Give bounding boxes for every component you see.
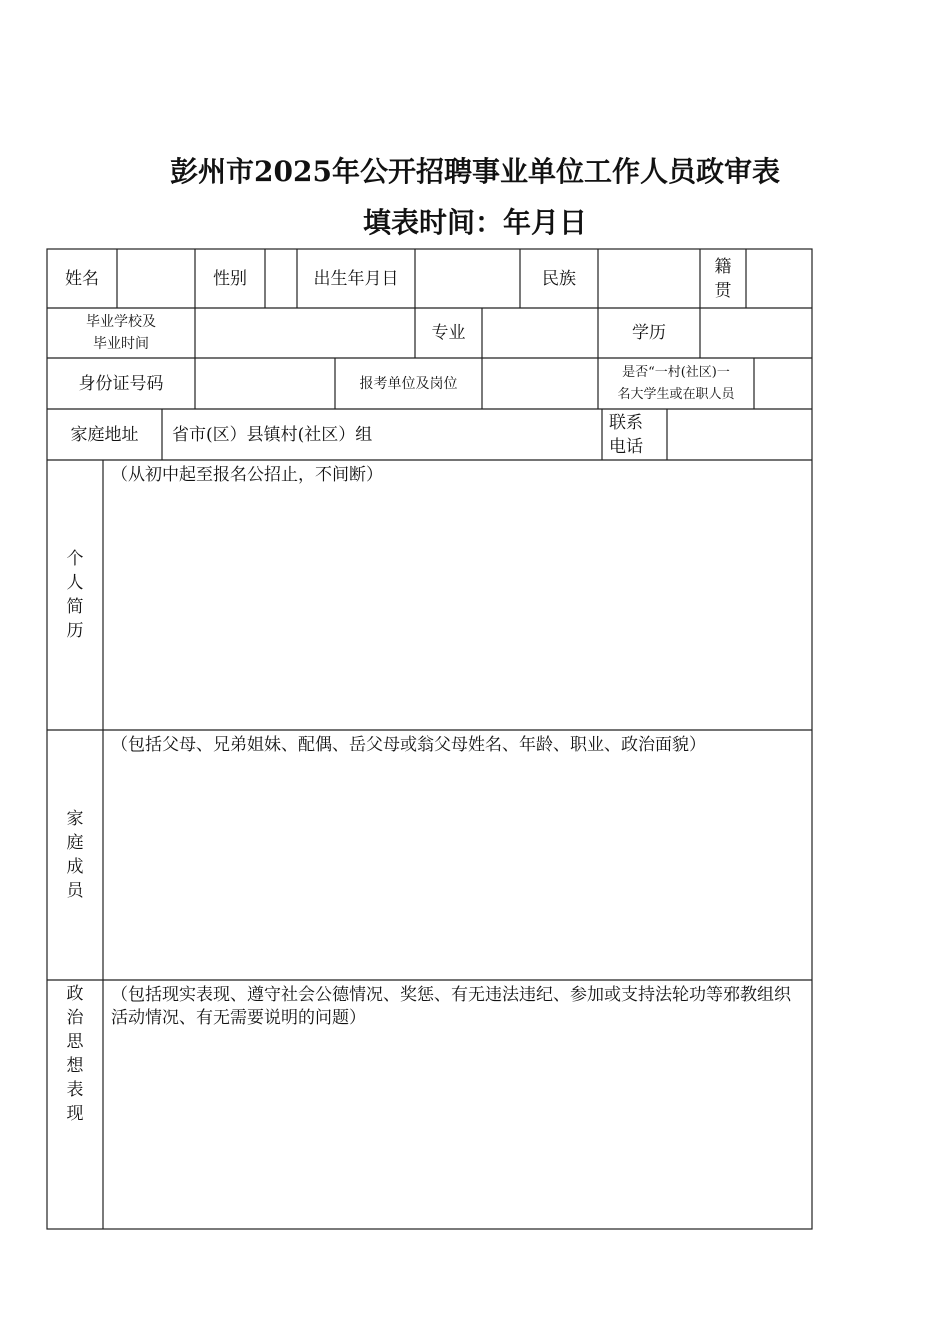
family-label-char: 员 bbox=[66, 881, 84, 901]
resume-content-area[interactable] bbox=[103, 460, 812, 730]
native-place-label bbox=[700, 249, 746, 308]
school-label-line: 毕业学校及 bbox=[86, 314, 156, 330]
political-label-char: 想 bbox=[66, 1056, 84, 1076]
phone-value-cell[interactable] bbox=[667, 409, 812, 460]
phone-label bbox=[602, 409, 667, 460]
family-hint: （包括父母、兄弟姐妹、配偶、岳父母或翁父母姓名、年龄、职业、政治面貌） bbox=[111, 735, 706, 755]
education-value-cell[interactable] bbox=[700, 308, 812, 358]
position-value-cell[interactable] bbox=[482, 358, 598, 409]
resume-hint: （从初中起至报名公招止，不间断） bbox=[111, 465, 383, 485]
family-content-area[interactable] bbox=[103, 730, 812, 980]
political-label bbox=[47, 980, 103, 1140]
name-value-cell[interactable] bbox=[117, 249, 195, 308]
gender-value-cell[interactable] bbox=[265, 249, 297, 308]
position-label: 报考单位及岗位 bbox=[359, 375, 458, 392]
native-place-label-line: 籍 bbox=[714, 256, 732, 277]
village-graduate-label-line: 是否“一村(社区)一 bbox=[622, 364, 730, 380]
school-label bbox=[47, 308, 195, 358]
gender-label: 性别 bbox=[213, 268, 247, 289]
political-label-char: 思 bbox=[66, 1032, 84, 1052]
resume-label-char: 人 bbox=[66, 573, 84, 593]
political-content-area[interactable] bbox=[103, 980, 812, 1229]
family-label-char: 庭 bbox=[66, 833, 84, 853]
resume-label-char: 简 bbox=[66, 597, 84, 617]
major-value-cell[interactable] bbox=[482, 308, 598, 358]
political-label-char: 表 bbox=[66, 1080, 84, 1100]
education-label: 学历 bbox=[632, 323, 666, 343]
political-hint: （包括现实表现、遵守社会公德情况、奖惩、有无违法违纪、参加或支持法轮功等邪教组织活动情况、有无需要说明的问题） bbox=[111, 985, 791, 1028]
school-value-cell[interactable] bbox=[195, 308, 415, 358]
family-label-char: 成 bbox=[66, 857, 84, 877]
village-graduate-value-cell[interactable] bbox=[754, 358, 812, 409]
family-label bbox=[47, 730, 103, 980]
village-graduate-label-line: 名大学生或在职人员 bbox=[617, 386, 735, 402]
family-label-char: 家 bbox=[66, 809, 84, 829]
address-value-cell[interactable]: 省市(区）县镇村(社区）组 bbox=[172, 424, 373, 445]
ethnicity-label: 民族 bbox=[542, 268, 576, 289]
school-label-line: 毕业时间 bbox=[93, 336, 149, 352]
major-label: 专业 bbox=[431, 323, 466, 343]
name-label: 姓名 bbox=[65, 268, 99, 289]
id-number-value-cell[interactable] bbox=[195, 358, 335, 409]
address-label: 家庭地址 bbox=[70, 424, 139, 445]
resume-label bbox=[47, 460, 103, 730]
village-graduate-label bbox=[598, 358, 754, 409]
phone-label-line: 联系 bbox=[609, 412, 643, 433]
political-label-char: 治 bbox=[66, 1008, 84, 1028]
political-label-char: 政 bbox=[66, 984, 84, 1004]
native-place-label-line: 贯 bbox=[714, 280, 732, 301]
fill-date: 填表时间：年月日 bbox=[362, 206, 587, 239]
resume-label-char: 个 bbox=[66, 549, 84, 569]
birth-date-label: 出生年月日 bbox=[313, 268, 399, 289]
form-title: 彭州市2025年公开招聘事业单位工作人员政审表 bbox=[170, 155, 780, 188]
birth-date-value-cell[interactable] bbox=[415, 249, 520, 308]
ethnicity-value-cell[interactable] bbox=[598, 249, 700, 308]
id-number-label: 身份证号码 bbox=[78, 373, 164, 394]
resume-label-char: 历 bbox=[66, 621, 84, 641]
native-place-value-cell[interactable] bbox=[746, 249, 812, 308]
phone-label-line: 电话 bbox=[609, 436, 643, 457]
political-label-char: 现 bbox=[66, 1104, 84, 1124]
